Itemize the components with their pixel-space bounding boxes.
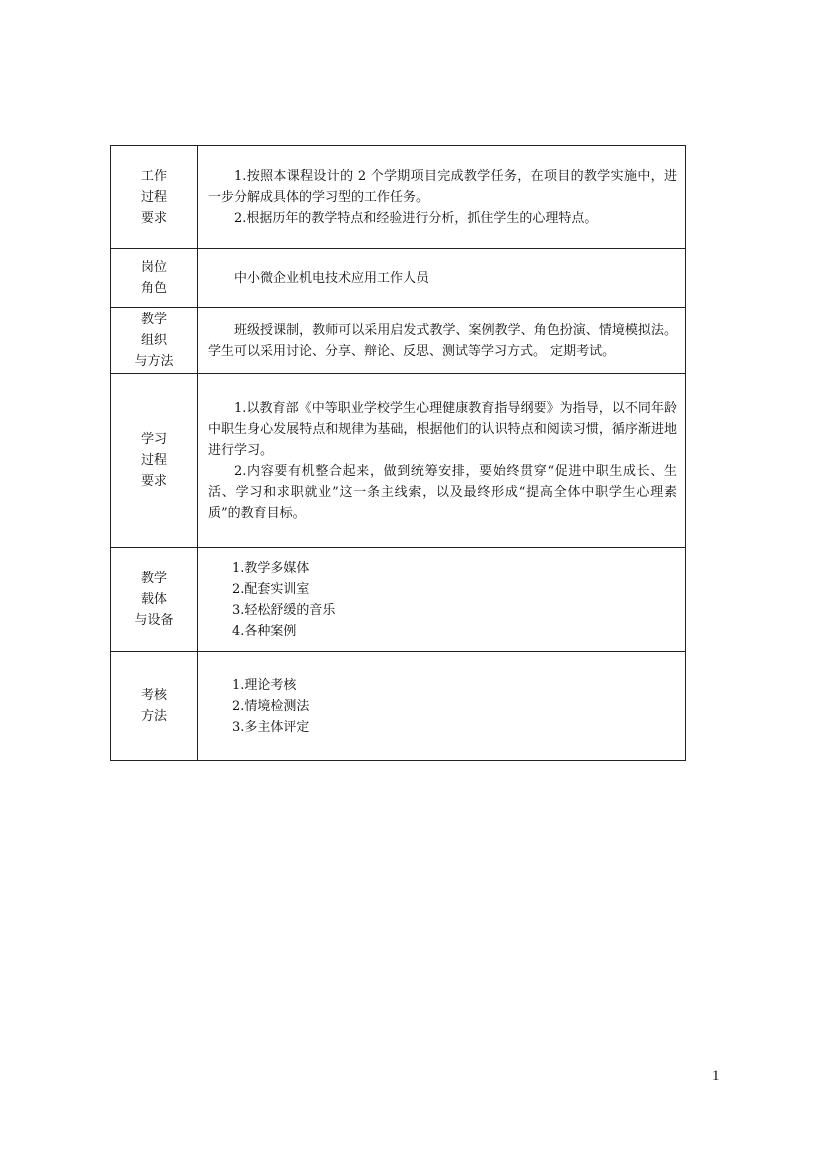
label-line: 教学 [140, 312, 167, 327]
table-row-teaching-method [111, 308, 686, 374]
row-label [111, 308, 198, 374]
list-item: 3.轻松舒缓的音乐 [232, 602, 336, 618]
label-line: 要求 [140, 210, 167, 226]
row-label [111, 249, 198, 308]
row-content [198, 652, 686, 761]
row-content [198, 374, 686, 548]
content-paragraph: 1.按照本课程设计的 2 个学期项目完成教学任务，在项目的教学实施中，进一步分解成具体的学习型的工作任务。 [208, 168, 677, 205]
label-line: 组织 [140, 333, 167, 348]
row-content [198, 249, 686, 308]
label-line: 与方法 [134, 354, 174, 369]
row-label [111, 146, 198, 249]
list-item: 4.各种案例 [232, 623, 297, 639]
content-paragraph: 2.内容要有机整合起来，做到统筹安排，要始终贯穿“促进中职生成长、生活、学习和求职就业”这一条主线索，以及最终形成“提高全体中职学生心理素质”的教育目标。 [208, 463, 677, 521]
row-content [198, 308, 686, 374]
label-line: 过程 [140, 453, 167, 468]
table-row-assessment [111, 652, 686, 761]
row-label [111, 374, 198, 548]
list-item: 1.理论考核 [232, 677, 297, 693]
label-line: 岗位 [140, 260, 167, 275]
content-paragraph: 1.以教育部《中等职业学校学生心理健康教育指导纲要》为指导，以不同年龄中职生身心发展特点和规律为基础，根据他们的认识特点和阅读习惯，循序渐进地进行学习。 [208, 400, 677, 458]
row-label [111, 652, 198, 761]
list-item: 3.多主体评定 [232, 719, 310, 735]
table-row-teaching-equipment [111, 548, 686, 652]
list-item: 1.教学多媒体 [232, 560, 310, 576]
requirements-table [110, 145, 686, 761]
label-line: 角色 [140, 281, 167, 296]
page-number: 1 [712, 1068, 720, 1084]
row-content [198, 548, 686, 652]
row-content [198, 146, 686, 249]
label-line: 教学 [140, 571, 167, 586]
list-item: 2.配套实训室 [232, 581, 310, 597]
content-paragraph: 班级授课制，教师可以采用启发式教学、案例教学、角色扮演、情境模拟法。学生可以采用讨论、分享、辩论、反思、测试等学习方式。 定期考试。 [208, 322, 677, 359]
table-row-work-process [111, 146, 686, 249]
label-line: 工作 [140, 168, 167, 184]
content-paragraph: 2.根据历年的教学特点和经验进行分析，抓住学生的心理特点。 [234, 210, 598, 226]
label-line: 要求 [140, 474, 167, 489]
label-line: 与设备 [134, 613, 174, 628]
label-line: 过程 [140, 189, 167, 205]
list-item: 2.情境检测法 [232, 698, 310, 714]
label-line: 考核 [140, 688, 167, 703]
label-line: 方法 [140, 709, 167, 724]
table-row-learning-process [111, 374, 686, 548]
row-label [111, 548, 198, 652]
content-paragraph: 中小微企业机电技术应用工作人员 [234, 270, 430, 286]
table-row-job-role [111, 249, 686, 308]
label-line: 学习 [140, 432, 167, 447]
label-line: 载体 [140, 592, 167, 607]
